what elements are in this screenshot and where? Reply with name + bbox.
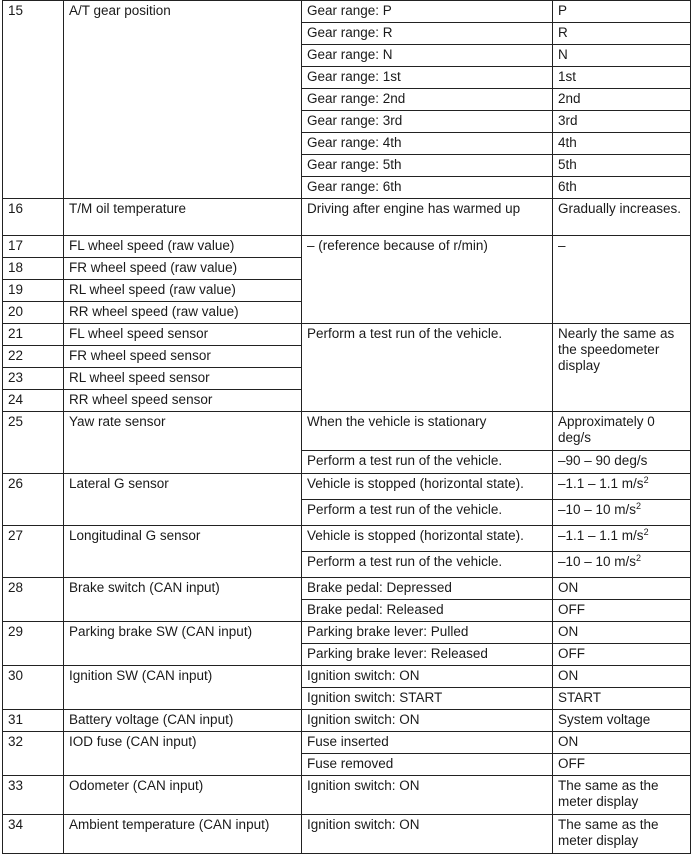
item-name: Ambient temperature (CAN input) (64, 815, 302, 854)
value-cell (553, 578, 691, 600)
value-cell (553, 526, 691, 552)
value-text: Gradually increases. (558, 201, 682, 216)
item-name: Odometer (CAN input) (64, 776, 302, 815)
value-cell (553, 45, 691, 67)
value-text: –90 – 90 deg/s (558, 453, 648, 468)
value-text: ON (558, 580, 579, 595)
item-name: Yaw rate sensor (64, 412, 302, 474)
table-row (3, 236, 691, 258)
condition-cell: Parking brake lever: Pulled (302, 622, 553, 644)
table-row (3, 526, 691, 552)
condition-cell: When the vehicle is stationary (302, 412, 553, 451)
unit-exponent: 2 (643, 475, 649, 485)
table-body (3, 1, 691, 854)
value-cell (553, 776, 691, 815)
value-cell (553, 133, 691, 155)
table-row (3, 1, 691, 23)
value-text: OFF (558, 646, 585, 661)
item-name: Parking brake SW (CAN input) (64, 622, 302, 666)
value-text: –10 – 10 m/s (558, 554, 637, 569)
item-number: 22 (3, 346, 64, 368)
condition-cell: Gear range: 3rd (302, 111, 553, 133)
item-number: 27 (3, 526, 64, 578)
condition-cell: Driving after engine has warmed up (302, 199, 553, 236)
table-row (3, 622, 691, 644)
value-text: Nearly the same as the speedometer display (558, 326, 675, 373)
item-name: Ignition SW (CAN input) (64, 666, 302, 710)
value-cell (553, 67, 691, 89)
value-cell (553, 155, 691, 177)
value-cell (553, 754, 691, 776)
item-name: FL wheel speed (raw value) (64, 236, 302, 258)
item-number: 24 (3, 390, 64, 412)
value-text: P (558, 3, 568, 18)
condition-cell: Ignition switch: START (302, 688, 553, 710)
item-name: FR wheel speed sensor (64, 346, 302, 368)
item-number: 31 (3, 710, 64, 732)
value-cell (553, 412, 691, 451)
item-name: Longitudinal G sensor (64, 526, 302, 578)
value-cell (553, 688, 691, 710)
condition-cell: Parking brake lever: Released (302, 644, 553, 666)
condition-cell: Perform a test run of the vehicle. (302, 324, 553, 412)
table-row (3, 815, 691, 854)
value-cell (553, 23, 691, 45)
value-text: 3rd (558, 113, 578, 128)
condition-cell: Perform a test run of the vehicle. (302, 500, 553, 526)
unit-exponent: 2 (636, 501, 642, 511)
condition-cell: – (reference because of r/min) (302, 236, 553, 324)
item-number: 17 (3, 236, 64, 258)
item-number: 19 (3, 280, 64, 302)
condition-cell: Ignition switch: ON (302, 666, 553, 688)
condition-cell: Gear range: 2nd (302, 89, 553, 111)
value-cell (553, 111, 691, 133)
item-name: RR wheel speed sensor (64, 390, 302, 412)
value-text: 4th (558, 135, 577, 150)
item-number: 21 (3, 324, 64, 346)
item-number: 29 (3, 622, 64, 666)
value-cell (553, 324, 691, 412)
table-row (3, 666, 691, 688)
value-text: – (558, 238, 566, 253)
item-name: RR wheel speed (raw value) (64, 302, 302, 324)
value-text: –1.1 – 1.1 m/s (558, 476, 644, 491)
value-text: START (558, 690, 602, 705)
value-text: ON (558, 668, 579, 683)
condition-cell: Gear range: 4th (302, 133, 553, 155)
item-number: 30 (3, 666, 64, 710)
value-cell (553, 474, 691, 500)
value-text: ON (558, 734, 579, 749)
item-number: 26 (3, 474, 64, 526)
value-cell (553, 622, 691, 644)
value-text: N (558, 47, 568, 62)
table-row (3, 732, 691, 754)
item-name: T/M oil temperature (64, 199, 302, 236)
item-number: 34 (3, 815, 64, 854)
value-text: 6th (558, 179, 577, 194)
value-text: OFF (558, 756, 585, 771)
item-name: Battery voltage (CAN input) (64, 710, 302, 732)
value-text: 1st (558, 69, 577, 84)
condition-cell: Ignition switch: ON (302, 815, 553, 854)
item-name: FL wheel speed sensor (64, 324, 302, 346)
value-text: ON (558, 624, 579, 639)
value-cell (553, 236, 691, 324)
item-name: RL wheel speed (raw value) (64, 280, 302, 302)
condition-cell: Brake pedal: Released (302, 600, 553, 622)
value-text: 2nd (558, 91, 581, 106)
table-row (3, 578, 691, 600)
item-number: 28 (3, 578, 64, 622)
unit-exponent: 2 (643, 527, 649, 537)
unit-exponent: 2 (636, 553, 642, 563)
value-cell (553, 600, 691, 622)
value-text: Approximately 0 deg/s (558, 414, 655, 445)
value-cell (553, 666, 691, 688)
value-cell (553, 710, 691, 732)
item-number: 18 (3, 258, 64, 280)
value-text: The same as the meter display (558, 817, 659, 848)
monitor-item-table (2, 0, 691, 854)
condition-cell: Perform a test run of the vehicle. (302, 552, 553, 578)
value-text: System voltage (558, 712, 651, 727)
value-cell (553, 732, 691, 754)
value-cell (553, 815, 691, 854)
condition-cell: Gear range: N (302, 45, 553, 67)
value-text: –10 – 10 m/s (558, 502, 637, 517)
value-text: R (558, 25, 568, 40)
condition-cell: Brake pedal: Depressed (302, 578, 553, 600)
item-name: A/T gear position (64, 1, 302, 199)
value-cell (553, 1, 691, 23)
condition-cell: Vehicle is stopped (horizontal state). (302, 526, 553, 552)
item-number: 16 (3, 199, 64, 236)
condition-cell: Vehicle is stopped (horizontal state). (302, 474, 553, 500)
item-name: IOD fuse (CAN input) (64, 732, 302, 776)
item-number: 23 (3, 368, 64, 390)
condition-cell: Gear range: P (302, 1, 553, 23)
value-cell (553, 552, 691, 578)
value-text: 5th (558, 157, 577, 172)
item-number: 33 (3, 776, 64, 815)
condition-cell: Fuse removed (302, 754, 553, 776)
table-row (3, 474, 691, 500)
item-number: 25 (3, 412, 64, 474)
value-cell (553, 199, 691, 236)
value-cell (553, 451, 691, 474)
item-name: Lateral G sensor (64, 474, 302, 526)
condition-cell: Fuse inserted (302, 732, 553, 754)
condition-cell: Gear range: 5th (302, 155, 553, 177)
value-text: –1.1 – 1.1 m/s (558, 528, 644, 543)
condition-cell: Perform a test run of the vehicle. (302, 451, 553, 474)
value-cell (553, 500, 691, 526)
value-cell (553, 177, 691, 199)
item-name: RL wheel speed sensor (64, 368, 302, 390)
table-row (3, 412, 691, 451)
value-cell (553, 644, 691, 666)
condition-cell: Ignition switch: ON (302, 776, 553, 815)
table-row (3, 710, 691, 732)
condition-cell: Ignition switch: ON (302, 710, 553, 732)
table-row (3, 324, 691, 346)
item-name: FR wheel speed (raw value) (64, 258, 302, 280)
item-name: Brake switch (CAN input) (64, 578, 302, 622)
value-text: OFF (558, 602, 585, 617)
value-text: The same as the meter display (558, 778, 659, 809)
table-row (3, 199, 691, 236)
condition-cell: Gear range: R (302, 23, 553, 45)
condition-cell: Gear range: 6th (302, 177, 553, 199)
item-number: 15 (3, 1, 64, 199)
item-number: 20 (3, 302, 64, 324)
value-cell (553, 89, 691, 111)
item-number: 32 (3, 732, 64, 776)
condition-cell: Gear range: 1st (302, 67, 553, 89)
table-row (3, 776, 691, 815)
